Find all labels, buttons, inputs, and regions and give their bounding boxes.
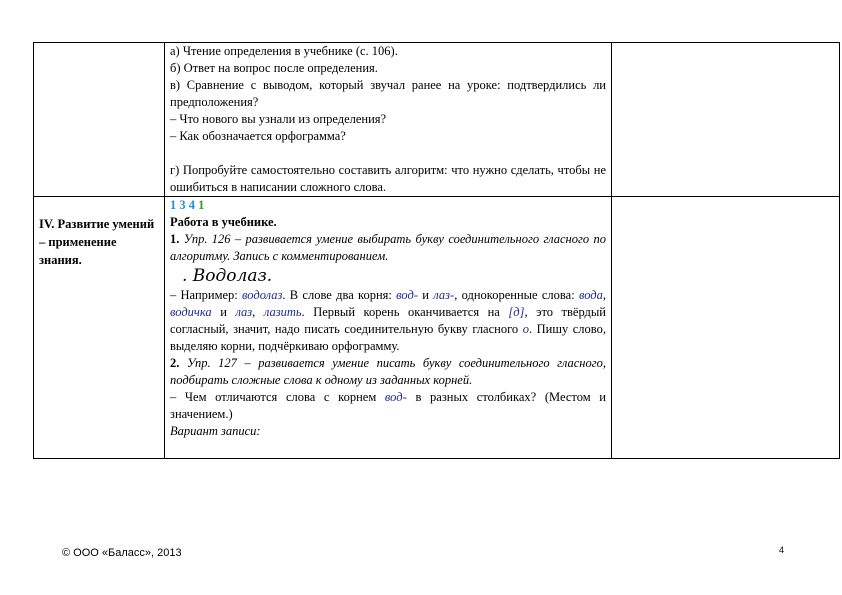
skill-code: 1 bbox=[198, 198, 205, 212]
notes-cell bbox=[612, 43, 840, 197]
question-spelling: – Как обозначается орфограмма? bbox=[170, 129, 346, 143]
table-row bbox=[34, 43, 840, 197]
example-word: лаз bbox=[235, 305, 253, 319]
exercise-text: Упр. 127 – развивается умение писать букву соединительного гласного, подбирать сложные слова к одному из заданных корней. bbox=[170, 356, 606, 387]
example-word: вод- bbox=[396, 288, 419, 302]
stage-cell bbox=[34, 197, 165, 459]
step-b: б) Ответ на вопрос после определения. bbox=[170, 61, 378, 75]
stage-title: IV. Развитие умений – применение знания. bbox=[39, 217, 155, 267]
notes-cell bbox=[612, 197, 840, 459]
example-word: водолаз bbox=[242, 288, 283, 302]
step-c: в) Сравнение с выводом, который звучал ранее на уроке: подтвердились ли предположения? bbox=[170, 78, 606, 109]
handwritten-sample: . Водолаз. bbox=[182, 266, 273, 286]
example-word: лазить bbox=[263, 305, 302, 319]
skill-codes bbox=[170, 197, 606, 214]
skill-code: 3 bbox=[179, 198, 186, 212]
example-word: лаз- bbox=[433, 288, 455, 302]
spacer bbox=[170, 145, 606, 162]
variant-label: Вариант записи: bbox=[170, 424, 261, 438]
example-word: о bbox=[522, 322, 529, 336]
page-number: 4 bbox=[779, 545, 785, 555]
question: – Чем отличаются слова с корнем вод- в разных столбиках? (Местом и значением.) bbox=[170, 390, 606, 421]
step-g: г) Попробуйте самостоятельно составить алгоритм: что нужно сделать, чтобы не ошибиться в написании сложного слова. bbox=[170, 163, 606, 194]
exercise-number: 2. bbox=[170, 356, 180, 370]
question-new: – Что нового вы узнали из определения? bbox=[170, 112, 387, 126]
exercise-1 bbox=[170, 231, 606, 265]
exercise-number: 1. bbox=[170, 232, 180, 246]
example-word: вода bbox=[578, 288, 603, 302]
skill-code: 4 bbox=[188, 198, 195, 212]
example-word: водичка bbox=[170, 305, 212, 319]
exercise-text: Упр. 126 – развивается умение выбирать букву соединительного гласного по алгоритму. Запись с комментированием. bbox=[170, 232, 606, 263]
lesson-table bbox=[33, 42, 840, 459]
content-cell bbox=[165, 197, 612, 459]
skill-code: 1 bbox=[170, 198, 177, 212]
example-explanation: – Например: водолаз. В слове два корня: вод- и лаз-, однокоренные слова: вода, водичка и лаз, лазить. Первый корень оканчивается на [д], это твёрдый согласный, значит, надо писать соединительную букву гласного о. Пишу слово, выделяю корни, подчёркиваю орфограмму. bbox=[170, 288, 606, 353]
stage-cell bbox=[34, 43, 165, 197]
content-cell bbox=[165, 43, 612, 197]
exercise-2 bbox=[170, 355, 606, 389]
table-row bbox=[34, 197, 840, 459]
example-word: [д] bbox=[508, 305, 525, 319]
step-a: а) Чтение определения в учебнике (с. 106). bbox=[170, 44, 398, 58]
example-word: вод- bbox=[384, 390, 407, 404]
copyright-footer: © ООО «Баласс», 2013 bbox=[62, 547, 182, 559]
section-heading: Работа в учебнике. bbox=[170, 215, 277, 229]
